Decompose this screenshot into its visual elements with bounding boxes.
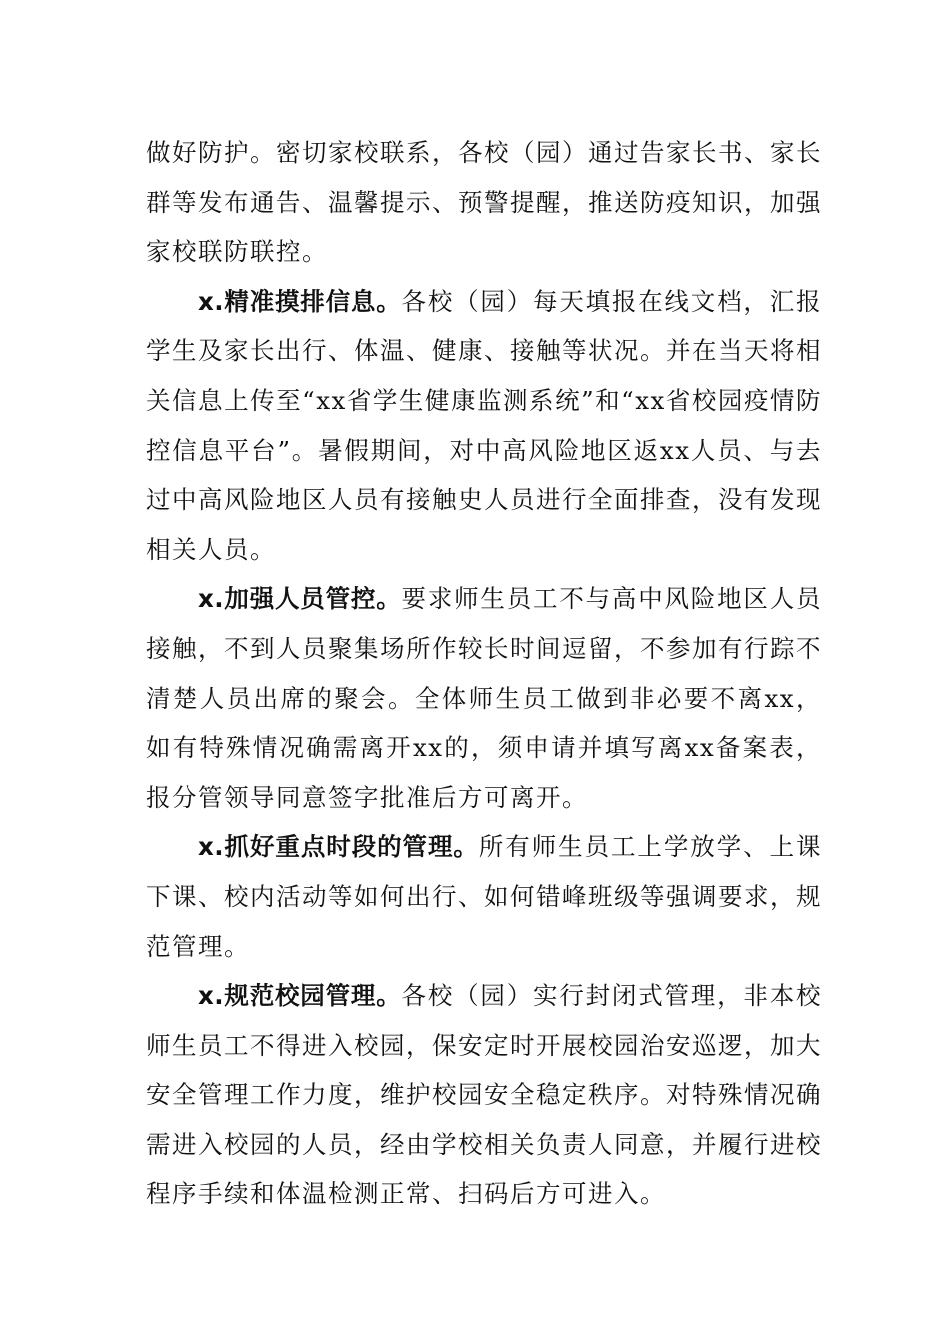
paragraph-heading: x.规范校园管理。 bbox=[198, 981, 402, 1011]
paragraph-personnel-control bbox=[146, 574, 822, 822]
paragraph-key-period-management bbox=[146, 822, 822, 971]
paragraph-heading: x.精准摸排信息。 bbox=[198, 286, 402, 316]
paragraph-info-screening bbox=[146, 277, 822, 575]
paragraph-campus-management bbox=[146, 971, 822, 1219]
paragraph-continuation bbox=[146, 128, 822, 277]
paragraph-heading: x.加强人员管控。 bbox=[198, 584, 402, 614]
paragraph-body: 所有师生员工上学放学、上课下课、校内活动等如何出行、如何错峰班级等强调要求，规范管理。 bbox=[146, 832, 823, 961]
paragraph-body: 做好防护。密切家校联系，各校（园）通过告家长书、家长群等发布通告、温馨提示、预警提醒，推送防疫知识，加强家校联防联控。 bbox=[146, 138, 822, 267]
paragraph-body: 要求师生员工不与高中风险地区人员接触，不到人员聚集场所作较长时间逗留，不参加有行踪不清楚人员出席的聚会。全体师生员工做到非必要不离xx，如有特殊情况确需离开xx的，须申请并填写离xx备案表，报分管领导同意签字批准后方可离开。 bbox=[146, 584, 823, 812]
document-body bbox=[146, 128, 822, 1219]
paragraph-body: 各校（园）每天填报在线文档，汇报学生及家长出行、体温、健康、接触等状况。并在当天将相关信息上传至“xx省学生健康监测系统”和“xx省校园疫情防控信息平台”。暑假期间，对中高风险地区返xx人员、与去过中高风险地区人员有接触史人员进行全面排查，没有发现相关人员。 bbox=[146, 286, 823, 564]
paragraph-heading: x.抓好重点时段的管理。 bbox=[198, 832, 479, 862]
paragraph-body: 各校（园）实行封闭式管理，非本校师生员工不得进入校园，保安定时开展校园治安巡逻，加大安全管理工作力度，维护校园安全稳定秩序。对特殊情况确需进入校园的人员，经由学校相关负责人同意，并履行进校程序手续和体温检测正常、扫码后方可进入。 bbox=[146, 981, 823, 1209]
